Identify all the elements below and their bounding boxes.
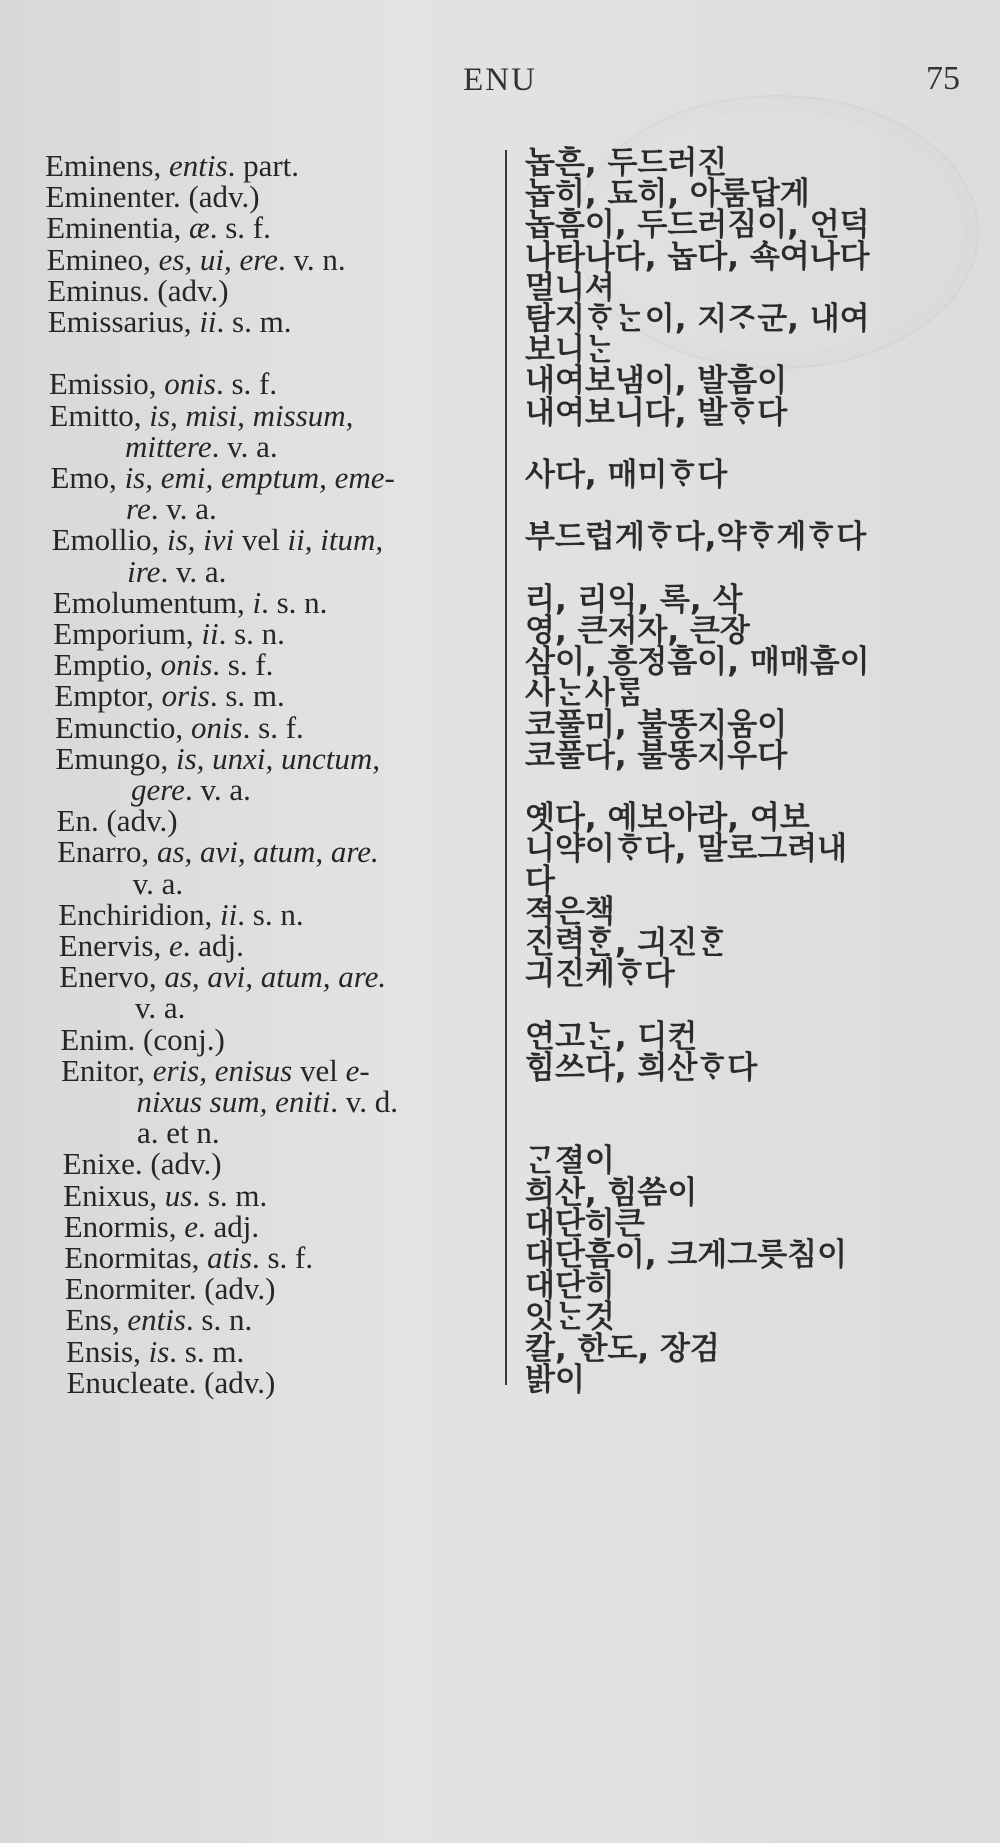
korean-definition: 다 — [525, 862, 555, 899]
korean-definition: 진력ᄒᆞᆫ, 긔진ᄒᆞᆫ — [525, 925, 728, 961]
korean-definition: 니약이ᄒᆞ다, 말로그려내 — [525, 831, 848, 868]
korean-definition: ᄀᆞᆫ졀이 — [525, 1143, 615, 1180]
latin-text: . adj. — [198, 1208, 260, 1244]
latin-italic-text: onis — [160, 647, 213, 683]
latin-text: . s. f. — [212, 647, 274, 683]
latin-text: vel — [234, 522, 288, 558]
latin-italic-text: re — [126, 491, 151, 527]
latin-italic-text: us — [164, 1177, 193, 1213]
latin-text: Emungo, — [55, 740, 176, 776]
latin-text: . s. n. — [261, 584, 328, 620]
latin-headword — [45, 179, 260, 215]
korean-definition: 젹은책 — [525, 893, 615, 930]
latin-italic-text: nixus sum, eniti — [136, 1084, 331, 1119]
latin-italic-text: e — [168, 928, 183, 963]
latin-text: Ensis, — [65, 1333, 149, 1369]
latin-headword — [59, 930, 244, 961]
latin-text: Emissio, — [48, 366, 165, 402]
latin-headword — [65, 1333, 245, 1369]
latin-headword-continuation — [137, 1115, 220, 1151]
latin-text: Emollio, — [51, 522, 167, 558]
latin-text: Emo, — [50, 460, 125, 495]
latin-text: Enervis, — [58, 928, 169, 963]
latin-text: . s. m. — [216, 304, 292, 339]
korean-definition: 대단흠이, 크게그릇침이 — [525, 1237, 848, 1273]
latin-text: . part. — [227, 148, 300, 183]
latin-text: a. et n. — [137, 1115, 220, 1151]
latin-italic-text: æ — [189, 210, 210, 246]
latin-italic-text: ii — [201, 616, 219, 651]
korean-definition: 삼이, 흥정흠이, 매매흠이 — [525, 644, 870, 681]
latin-italic-text: oris — [161, 678, 210, 714]
latin-headword — [54, 709, 304, 745]
latin-text: . s. m. — [209, 678, 285, 714]
latin-headword — [62, 1146, 222, 1182]
latin-italic-text: ire — [127, 553, 161, 589]
latin-italic-text: gere — [131, 772, 185, 807]
latin-text: Enarro, — [57, 834, 157, 870]
latin-text: Enixe. (adv.) — [62, 1146, 222, 1182]
latin-text: . v. a. — [160, 553, 227, 589]
latin-italic-text: ii — [199, 304, 217, 339]
latin-text: Emptor, — [54, 678, 162, 714]
latin-text: Emolumentum, — [52, 584, 253, 620]
latin-text: Enucleate. (adv.) — [66, 1364, 276, 1400]
korean-definition: 멀니셔 — [525, 269, 615, 306]
latin-text: . v. n. — [277, 241, 346, 277]
latin-italic-text: e — [184, 1208, 199, 1244]
korean-definition: 탐지ᄒᆞᄂᆞᆫ이, 지ᄌᆞ군, 내여 — [525, 301, 870, 337]
latin-headword — [52, 584, 328, 620]
korean-definition: 힘쓰다, 희산ᄒᆞ다 — [525, 1049, 758, 1086]
latin-headword — [53, 618, 285, 649]
latin-headword — [59, 959, 387, 995]
latin-headword — [49, 397, 354, 433]
latin-italic-text: onis — [164, 366, 216, 402]
korean-definition: 코풀다, 불똥지우다 — [525, 737, 788, 774]
latin-text: . v. a. — [211, 428, 278, 464]
latin-headword — [56, 803, 178, 839]
latin-italic-text: es, ui, ere — [158, 241, 278, 277]
latin-text: . v. d. — [330, 1084, 398, 1119]
latin-italic-text: ii, itum, — [287, 522, 384, 558]
latin-headword — [54, 678, 285, 714]
latin-text: . s. n. — [237, 896, 304, 932]
latin-headword — [60, 1052, 370, 1088]
latin-headword-continuation — [126, 491, 217, 527]
page-number: 75 — [926, 60, 960, 97]
latin-italic-text: onis — [190, 709, 243, 745]
korean-definition: 긔진케ᄒᆞ다 — [525, 956, 675, 993]
korean-definition: 보니ᄂᆞᆫ — [525, 332, 615, 369]
latin-headword — [66, 1364, 276, 1400]
latin-text: . adj. — [182, 928, 244, 963]
latin-headword — [64, 1271, 276, 1307]
latin-text: Emptio, — [53, 647, 161, 683]
latin-italic-text: as, avi, atum, are. — [164, 959, 387, 995]
korean-definition: 대단히 — [525, 1268, 615, 1305]
korean-definition: 놉흠이, 두드러짐이, 언덕 — [525, 207, 870, 244]
latin-headword — [64, 1242, 313, 1273]
latin-text: Enormis, — [63, 1208, 185, 1244]
korean-definition: 옛다, 예보아라, 여보 — [525, 800, 810, 837]
latin-headword — [51, 522, 384, 558]
latin-text: Ens, — [65, 1302, 128, 1338]
latin-text: Enixus, — [63, 1177, 165, 1213]
latin-text: vel — [292, 1052, 346, 1088]
latin-text: . s. m. — [169, 1333, 245, 1369]
latin-headword — [63, 1208, 260, 1244]
korean-definition: 부드럽게ᄒᆞ다,약ᄒᆞ게ᄒᆞ다 — [525, 519, 867, 556]
latin-text: v. a. — [132, 865, 184, 901]
korean-definition: 코풀미, 불똥지움이 — [525, 706, 788, 743]
latin-text: Emporium, — [53, 616, 202, 651]
latin-headword — [58, 896, 304, 932]
latin-headword — [47, 272, 229, 308]
korean-definition: 사다, 매미ᄒᆞ다 — [525, 457, 728, 493]
korean-definition: 리, 리익, 록, 삭 — [525, 581, 743, 618]
korean-definition: 연고ᄂᆞᆫ, 디컨 — [525, 1018, 698, 1055]
latin-text: . s. f. — [215, 366, 278, 402]
latin-text: Emineo, — [46, 241, 159, 277]
latin-text: Enchiridion, — [58, 896, 221, 932]
korean-definition: 놉히, 됴히, 아룸답게 — [525, 176, 810, 213]
latin-italic-text: is, misi, missum, — [149, 397, 354, 433]
latin-text: v. a. — [134, 990, 186, 1026]
latin-text: Enormiter. (adv.) — [64, 1271, 276, 1307]
latin-text: Enim. (conj.) — [60, 1021, 225, 1057]
latin-italic-text: entis — [169, 148, 228, 183]
latin-italic-text: is, emi, emptum, eme- — [124, 460, 395, 495]
korean-definition: 내여보냄이, 발흠이 — [525, 363, 788, 400]
latin-text: Enervo, — [59, 959, 165, 995]
latin-headword-continuation — [137, 1086, 399, 1117]
latin-headword — [65, 1302, 253, 1338]
latin-italic-text: mittere — [124, 428, 212, 464]
latin-text: Emissarius, — [47, 304, 200, 339]
latin-headword — [45, 150, 299, 181]
latin-headword — [48, 306, 292, 337]
latin-text: En. (adv.) — [56, 803, 178, 839]
latin-text: . s. n. — [185, 1302, 253, 1338]
latin-headword-continuation — [132, 865, 184, 901]
korean-definition: 잇ᄂᆞᆫ것 — [525, 1299, 615, 1336]
latin-text: Emitto, — [49, 397, 150, 433]
korean-definition: 나타나다, 놉다, 쇽여나다 — [525, 238, 870, 275]
latin-headword — [46, 241, 346, 277]
latin-text: . s. f. — [251, 1240, 314, 1275]
latin-headword — [51, 462, 395, 493]
latin-italic-text: e- — [345, 1052, 370, 1088]
latin-headword — [53, 647, 274, 683]
latin-headword — [57, 834, 379, 870]
latin-text: Eminens, — [45, 148, 169, 183]
korean-definition: 놉흔, 두드러진 — [525, 145, 728, 181]
latin-italic-text: atis — [207, 1240, 252, 1275]
latin-headword — [60, 1021, 225, 1057]
latin-text: . v. a. — [184, 772, 251, 807]
latin-text: Emunctio, — [54, 709, 191, 745]
latin-headword-continuation — [127, 553, 227, 589]
latin-headword-continuation — [134, 990, 186, 1026]
latin-italic-text: i — [252, 584, 262, 620]
latin-italic-text: as, avi, atum, are. — [156, 834, 379, 870]
latin-text: Enormitas, — [64, 1240, 208, 1275]
korean-definition: 칼, 한도, 장검 — [525, 1330, 720, 1367]
korean-definition: 사ᄂᆞᆫ사ᄅᆞᆷ — [525, 675, 645, 712]
korean-definition: 영, 큰저자, 큰장 — [525, 613, 750, 649]
latin-italic-text: ii — [220, 896, 238, 932]
korean-definition: 대단히큰 — [525, 1205, 645, 1242]
latin-headword — [48, 366, 278, 402]
latin-italic-text: is, unxi, unctum, — [176, 740, 381, 776]
latin-text: Eminus. (adv.) — [47, 272, 229, 308]
latin-text: Enitor, — [60, 1052, 153, 1088]
latin-text: . s. n. — [218, 616, 285, 651]
korean-definition: 내여보니다, 발ᄒᆞ다 — [525, 394, 788, 431]
latin-headword-continuation — [131, 774, 251, 805]
korean-definition: 희산, 힘씀이 — [525, 1174, 698, 1211]
latin-text: Eminenter. (adv.) — [45, 179, 260, 215]
latin-text: . s. f. — [242, 709, 304, 745]
korean-definition: 밝이 — [525, 1361, 585, 1398]
page-header-word: ENU — [463, 62, 537, 98]
latin-text: Eminentia, — [46, 210, 189, 246]
latin-headword — [63, 1177, 268, 1213]
latin-headword — [55, 740, 381, 776]
latin-italic-text: is — [148, 1333, 170, 1369]
latin-text: . s. f. — [209, 210, 271, 246]
latin-headword-continuation — [124, 428, 278, 464]
latin-italic-text: eris, enisus — [152, 1052, 293, 1088]
latin-headword — [46, 210, 271, 246]
latin-text: . s. m. — [192, 1177, 268, 1213]
latin-italic-text: entis — [127, 1302, 186, 1338]
latin-text: . v. a. — [150, 491, 217, 527]
latin-italic-text: is, ivi — [166, 522, 235, 558]
